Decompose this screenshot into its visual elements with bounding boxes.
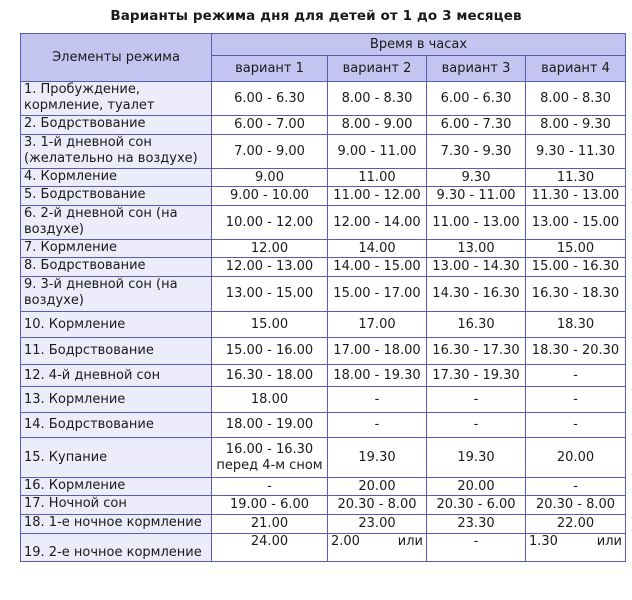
row-label: 9. 3-й дневной сон (на воздухе) [21,277,212,312]
cell-variant-1: 12.00 - 13.00 [212,258,328,277]
cell-variant-2: 19.30 [328,438,427,478]
cell-variant-4: - [526,413,626,438]
table-row [21,515,626,534]
cell-variant-4: 20.00 [526,438,626,478]
cell-variant-3: 11.00 - 13.00 [427,206,526,240]
cell-variant-2: 12.00 - 14.00 [328,206,427,240]
cell-variant-2: 17.00 - 18.00 [328,338,427,365]
cell-sub-text: перед 4-м сном [216,457,323,473]
cell-variant-4: 8.00 - 9.30 [526,116,626,135]
cell-suffix-text: или [397,534,423,549]
cell-variant-4: 16.30 - 18.30 [526,277,626,312]
cell-variant-4: 20.30 - 8.00 [526,496,626,515]
col-header-variant-2: вариант 2 [328,56,427,82]
row-label: 5. Бодрствование [21,187,212,206]
cell-variant-3: 14.30 - 16.30 [427,277,526,312]
table-row [21,365,626,387]
cell-variant-2 [328,534,427,562]
cell-variant-3: 17.30 - 19.30 [427,365,526,387]
cell-variant-1: 13.00 - 15.00 [212,277,328,312]
col-header-time: Время в часах [212,34,626,56]
cell-variant-1: - [212,478,328,496]
cell-variant-4: 11.30 [526,169,626,187]
row-label: 13. Кормление [21,387,212,413]
cell-variant-2: 20.30 - 8.00 [328,496,427,515]
cell-variant-4: 18.30 - 20.30 [526,338,626,365]
cell-variant-1: 10.00 - 12.00 [212,206,328,240]
row-label: 10. Кормление [21,312,212,338]
table-row [21,116,626,135]
cell-variant-3: 23.30 [427,515,526,534]
table-row [21,438,626,478]
row-label: 17. Ночной сон [21,496,212,515]
cell-main-text: 2.00 [331,534,360,549]
cell-variant-3: 6.00 - 6.30 [427,82,526,116]
cell-variant-4: - [526,365,626,387]
row-label: 19. 2-е ночное кормление [21,534,212,562]
table-row [21,413,626,438]
cell-variant-4: - [526,478,626,496]
cell-variant-4: 15.00 [526,240,626,258]
cell-variant-3: 13.00 - 14.30 [427,258,526,277]
row-label: 2. Бодрствование [21,116,212,135]
cell-variant-3: 16.30 - 17.30 [427,338,526,365]
cell-variant-4: 11.30 - 13.00 [526,187,626,206]
cell-variant-1: 21.00 [212,515,328,534]
table-row [21,387,626,413]
cell-variant-3: 9.30 - 11.00 [427,187,526,206]
cell-variant-1: 9.00 - 10.00 [212,187,328,206]
cell-variant-3: 6.00 - 7.30 [427,116,526,135]
table-row [21,135,626,169]
cell-variant-4: 18.30 [526,312,626,338]
table-row [21,496,626,515]
cell-variant-3: 19.30 [427,438,526,478]
cell-variant-4: 9.30 - 11.30 [526,135,626,169]
cell-variant-2: 14.00 - 15.00 [328,258,427,277]
row-label: 4. Кормление [21,169,212,187]
cell-main-text: 16.00 - 16.30 [225,441,314,457]
col-header-variant-1: вариант 1 [212,56,328,82]
table-row [21,312,626,338]
cell-variant-1: 15.00 [212,312,328,338]
table-row [21,338,626,365]
cell-variant-2: 11.00 [328,169,427,187]
table-row [21,206,626,240]
table-row [21,169,626,187]
cell-variant-2: 14.00 [328,240,427,258]
row-label: 8. Бодрствование [21,258,212,277]
cell-variant-2: - [328,413,427,438]
row-label: 14. Бодрствование [21,413,212,438]
cell-variant-2: 8.00 - 8.30 [328,82,427,116]
cell-variant-1 [212,438,328,478]
cell-variant-2: 8.00 - 9.00 [328,116,427,135]
table-row [21,187,626,206]
cell-variant-3: 16.30 [427,312,526,338]
row-label: 6. 2-й дневной сон (на воздухе) [21,206,212,240]
cell-variant-3: - [427,413,526,438]
cell-variant-3: 13.00 [427,240,526,258]
row-label: 11. Бодрствование [21,338,212,365]
table-row [21,478,626,496]
cell-variant-1: 12.00 [212,240,328,258]
cell-variant-1: 18.00 [212,387,328,413]
row-label: 7. Кормление [21,240,212,258]
row-label: 18. 1-е ночное кормление [21,515,212,534]
col-header-variant-4: вариант 4 [526,56,626,82]
cell-variant-2: 20.00 [328,478,427,496]
table-row [21,534,626,562]
cell-variant-2: 9.00 - 11.00 [328,135,427,169]
cell-variant-1: 6.00 - 7.00 [212,116,328,135]
row-label: 1. Пробуждение, кормление, туалет [21,82,212,116]
row-label: 15. Купание [21,438,212,478]
cell-variant-4: 22.00 [526,515,626,534]
cell-variant-2: 15.00 - 17.00 [328,277,427,312]
cell-variant-3: 9.30 [427,169,526,187]
cell-variant-2: 11.00 - 12.00 [328,187,427,206]
cell-variant-3: 20.30 - 6.00 [427,496,526,515]
cell-variant-3: - [427,534,526,562]
cell-variant-1: 9.00 [212,169,328,187]
table-row [21,258,626,277]
cell-variant-2: 23.00 [328,515,427,534]
cell-variant-2: 18.00 - 19.30 [328,365,427,387]
cell-variant-3: 20.00 [427,478,526,496]
cell-variant-4: - [526,387,626,413]
row-label: 12. 4-й дневной сон [21,365,212,387]
row-label: 16. Кормление [21,478,212,496]
table-row [21,277,626,312]
table-row [21,240,626,258]
table-header-row [21,34,626,56]
cell-variant-4 [526,534,626,562]
cell-variant-1: 15.00 - 16.00 [212,338,328,365]
cell-suffix-text: или [596,534,622,549]
regime-table [20,33,626,562]
cell-variant-1: 16.30 - 18.00 [212,365,328,387]
row-label: 3. 1-й дневной сон (желательно на воздухе) [21,135,212,169]
table-row [21,82,626,116]
cell-variant-4: 13.00 - 15.00 [526,206,626,240]
cell-variant-2: - [328,387,427,413]
cell-variant-4: 8.00 - 8.30 [526,82,626,116]
cell-main-text: 1.30 [529,534,558,549]
cell-variant-1: 18.00 - 19.00 [212,413,328,438]
cell-variant-2: 17.00 [328,312,427,338]
cell-variant-1: 19.00 - 6.00 [212,496,328,515]
cell-variant-1: 7.00 - 9.00 [212,135,328,169]
col-header-variant-3: вариант 3 [427,56,526,82]
cell-variant-1: 24.00 [212,534,328,562]
cell-variant-3: 7.30 - 9.30 [427,135,526,169]
page-title: Варианты режима дня для детей от 1 до 3 месяцев [110,8,522,24]
cell-variant-3: - [427,387,526,413]
col-header-elements: Элементы режима [21,34,212,82]
cell-variant-1: 6.00 - 6.30 [212,82,328,116]
cell-variant-4: 15.00 - 16.30 [526,258,626,277]
